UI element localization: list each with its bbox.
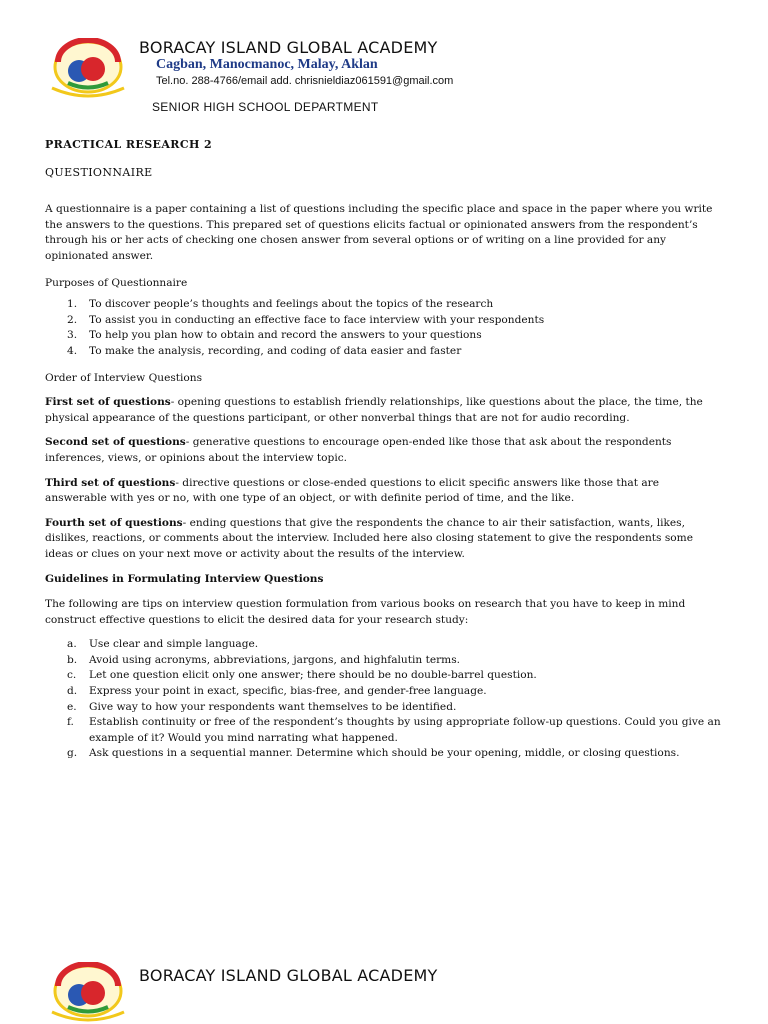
document-body bbox=[45, 137, 723, 762]
second-set-paragraph: Second set of questions- generative questions to encourage open-ended like those that ask about the respondents inferences, views, or opinions about the interview topic. bbox=[45, 436, 672, 464]
guidelines-heading: Guidelines in Formulating Interview Questions bbox=[45, 573, 324, 586]
list-item: e. Give way to how your respondents want themselves to be identified. bbox=[67, 700, 457, 713]
list-item: 2. To assist you in conducting an effective face to face interview with your respondents bbox=[67, 313, 545, 326]
footer-school-name: BORACAY ISLAND GLOBAL ACADEMY bbox=[139, 966, 438, 985]
list-item: f. Establish continuity or free of the respondent’s thoughts by using appropriate follow-up questions. Could you give an example of it? Would you mind narrating what happened. bbox=[67, 716, 721, 744]
list-item: 1. To discover people’s thoughts and feelings about the topics of the research bbox=[67, 298, 494, 311]
list-item: a. Use clear and simple language. bbox=[67, 638, 259, 651]
department-name: SENIOR HIGH SCHOOL DEPARTMENT bbox=[152, 100, 379, 114]
list-item: 4. To make the analysis, recording, and coding of data easier and faster bbox=[67, 344, 462, 357]
list-item: b. Avoid using acronyms, abbreviations, jargons, and highfalutin terms. bbox=[67, 653, 461, 666]
order-label: Order of Interview Questions bbox=[45, 371, 203, 384]
school-name: BORACAY ISLAND GLOBAL ACADEMY bbox=[139, 38, 438, 57]
subject-title: PRACTICAL RESEARCH 2 bbox=[45, 138, 213, 151]
school-contact: Tel.no. 288-4766/email add. chrisnieldiaz061591@gmail.com bbox=[156, 75, 454, 87]
list-item: c. Let one question elicit only one answer; there should be no double-barrel question. bbox=[67, 669, 537, 682]
list-item: d. Express your point in exact, specific, bias-free, and gender-free language. bbox=[67, 685, 487, 698]
third-set-paragraph: Third set of questions- directive questions or close-ended questions to elicit specific answers like those that are answerable with yes or no, with one type of an object, or with definite period of time, and the like. bbox=[45, 476, 659, 505]
guidelines-intro: The following are tips on interview question formulation from various books on research that you have to keep in mind construct effective questions to elicit the desired data for your research study: bbox=[45, 598, 686, 626]
school-logo bbox=[46, 38, 130, 100]
list-item: 3. To help you plan how to obtain and record the answers to your questions bbox=[67, 329, 482, 342]
fourth-set-paragraph: Fourth set of questions- ending questions that give the respondents the chance to air their satisfaction, wants, likes, dislikes, reactions, or comments about the interview. Included here also closing statement to give the respondents some ideas or clues on your next move or activity about the results of the interview. bbox=[45, 516, 693, 560]
intro-paragraph: A questionnaire is a paper containing a list of questions including the specific place and space in the paper where you write the answers to the questions. This prepared set of questions elicits factual or opinionated answers from the respondent’s through his or her acts of checking one chosen answer from several options or of writing on a line provided for any opinionated answer. bbox=[45, 203, 713, 262]
list-item: g. Ask questions in a sequential manner. Determine which should be your opening, middle, or closing questions. bbox=[67, 747, 680, 760]
purposes-label: Purposes of Questionnaire bbox=[45, 276, 188, 289]
topic-title: QUESTIONNAIRE bbox=[45, 165, 153, 179]
footer-school-logo bbox=[46, 962, 130, 1024]
school-address: Cagban, Manocmanoc, Malay, Aklan bbox=[156, 57, 378, 72]
guidelines-list bbox=[45, 637, 723, 762]
purposes-list bbox=[45, 297, 723, 359]
first-set-paragraph: First set of questions- opening questions to establish friendly relationships, like questions about the place, the time, the physical appearance of the questions participant, or other nonverbal things that are not for audio recording. bbox=[45, 396, 703, 424]
